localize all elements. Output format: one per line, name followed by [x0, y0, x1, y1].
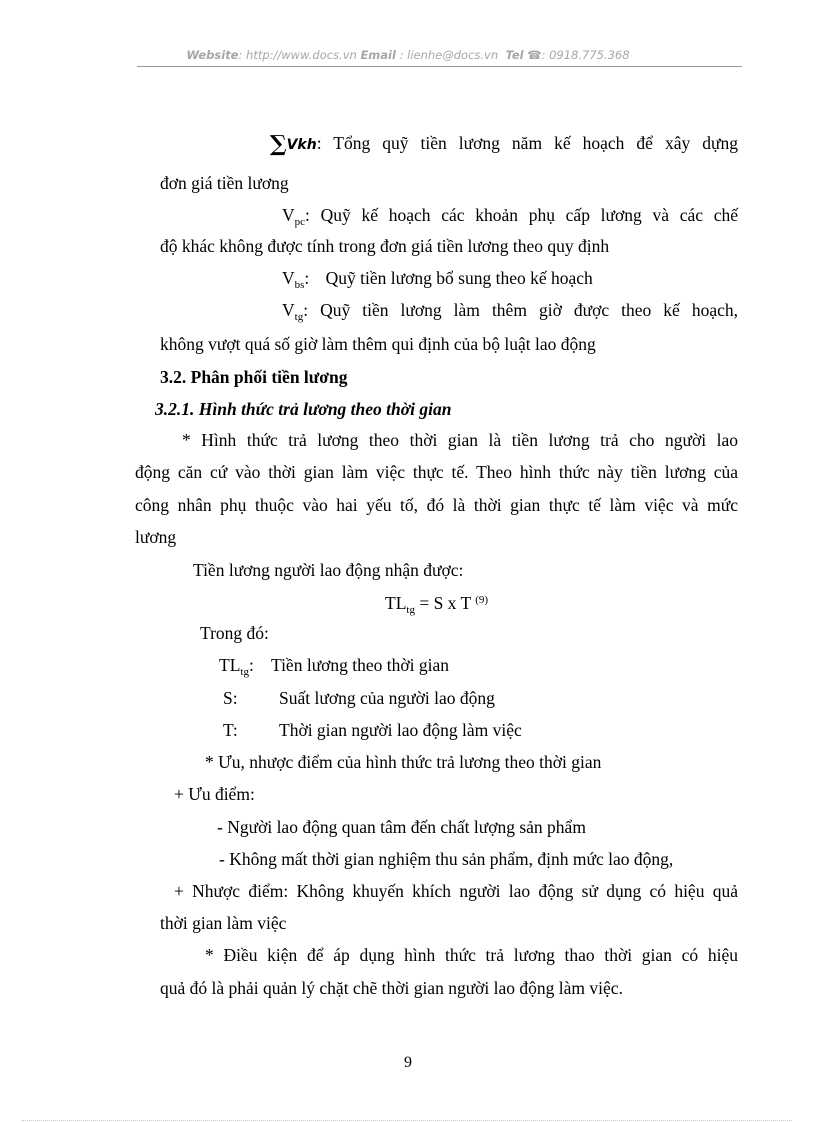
advantages-label: + Ưu điểm: — [174, 784, 255, 804]
website-value: : http://www.docs.vn — [238, 48, 357, 62]
para1-line1: * Hình thức trả lương theo thời gian là tiền lương trả cho người lao — [182, 430, 738, 450]
formula-reference: (9) — [475, 594, 489, 606]
formula: $TL_{tg} = S$ x T $^{(9)}$ — [385, 593, 489, 616]
vtg-symbol: $V_{tg}$: — [282, 300, 309, 323]
vbs-symbol: $V_{bs}$: — [282, 268, 310, 291]
var-t-name: T: — [223, 720, 238, 740]
def-vkh-line — [270, 132, 738, 156]
email-value: : lienhe@docs.vn — [399, 48, 499, 62]
where-label: Trong đó: — [200, 623, 269, 643]
section-heading: 3.2. Phân phối tiền lương — [160, 367, 348, 387]
var-tl-desc: Tiền lương theo thời gian — [271, 655, 450, 675]
def-vpc-cont: độ khác không được tính trong đơn giá tiền lương theo quy định — [160, 236, 610, 256]
page-header — [0, 48, 816, 62]
vkh-colon: : — [316, 133, 322, 153]
vkh-symbol: Vkh — [286, 137, 317, 153]
vtg-description: Quỹ tiền lương làm thêm giờ được theo kế hoạch, — [320, 300, 738, 320]
conditions-line1: * Điều kiện để áp dụng hình thức trả lương thao thời gian có hiệu — [205, 945, 738, 965]
vpc-description: Quỹ kế hoạch các khoản phụ cấp lương và các chế — [320, 205, 739, 225]
email-label: Email — [360, 48, 396, 62]
vbs-description: Quỹ tiền lương bổ sung theo kế hoạch — [325, 268, 593, 288]
formula-intro: Tiền lương người lao động nhận được: — [193, 560, 464, 580]
disadvantages-line1: + Nhược điểm: Không khuyến khích người lao động sử dụng có hiệu quả — [174, 881, 738, 901]
tel-value: : 0918.775.368 — [541, 48, 630, 62]
advantage-item-2: - Không mất thời gian nghiệm thu sản phẩm, định mức lao động, — [219, 849, 674, 869]
def-vtg-cont: không vượt quá số giờ làm thêm qui định của bộ luật lao động — [160, 334, 596, 354]
page-number: 9 — [404, 1054, 412, 1071]
footer-divider — [22, 1120, 792, 1121]
para1-line3: công nhân phụ thuộc vào hai yếu tố, đó là thời gian thực tế làm việc và mức — [135, 495, 738, 515]
eval-title: * Ưu, nhược điểm của hình thức trả lương theo thời gian — [205, 752, 602, 772]
para1-line4: lương — [135, 527, 177, 547]
var-tl-name: $TL_{tg}$: — [219, 655, 254, 678]
def-vpc-line — [282, 204, 738, 226]
var-s-desc: Suất lương của người lao động — [279, 688, 495, 708]
def-vbs-line — [282, 267, 593, 289]
var-t-desc: Thời gian người lao động làm việc — [279, 720, 522, 740]
vkh-description: Tổng quỹ tiền lương năm kế hoạch để xây dựng — [333, 133, 739, 153]
vpc-symbol: $V_{pc}$: — [282, 205, 310, 228]
website-label: Website — [186, 48, 239, 62]
disadvantages-line2: thời gian làm việc — [160, 913, 287, 933]
var-s-name: S: — [223, 688, 238, 708]
def-vkh-cont: đơn giá tiền lương — [160, 173, 289, 193]
sum-symbol: ∑ — [270, 131, 287, 157]
header-divider — [137, 66, 742, 67]
subsection-heading: 3.2.1. Hình thức trả lương theo thời gian — [155, 399, 452, 419]
conditions-line2: quả đó là phải quản lý chặt chẽ thời gian người lao động làm việc. — [160, 978, 623, 998]
tel-label: Tel — [505, 48, 524, 62]
phone-icon: ☎ — [527, 48, 542, 62]
def-vtg-line — [282, 299, 738, 321]
para1-line2: động căn cứ vào thời gian làm việc thực tế. Theo hình thức này tiền lương của — [135, 462, 738, 482]
advantage-item-1: - Người lao động quan tâm đến chất lượng sản phẩm — [217, 817, 586, 837]
